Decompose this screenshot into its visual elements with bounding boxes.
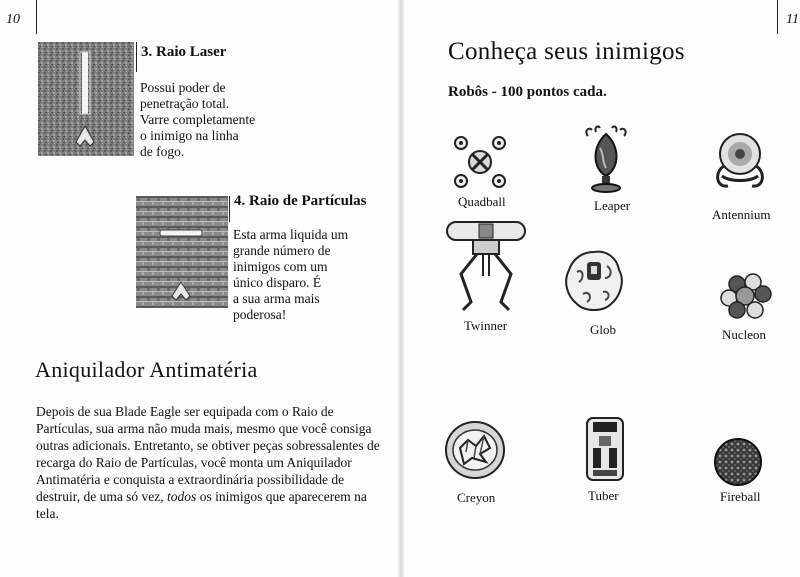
emphasis: todos <box>167 489 197 504</box>
page-gutter <box>398 0 404 577</box>
page-rule-right <box>777 0 778 34</box>
text-line: Possui poder de <box>140 80 226 95</box>
text-line: Antimatéria e conquista a extraordinária possibilidade de <box>36 472 345 487</box>
text-line: poderosa! <box>233 307 287 322</box>
enemy-name: Creyon <box>457 490 496 505</box>
leaper-icon <box>578 124 634 201</box>
text-line: outras adicionais. Entretanto, se obtiver peças sobressalentes de <box>36 438 380 453</box>
text-line: inimigos com um <box>233 259 328 274</box>
weapon-heading-particle: 4. Raio de Partículas <box>234 193 367 209</box>
enemy-name: Glob <box>590 322 616 337</box>
page-number-left: 10 <box>6 12 20 27</box>
section-heading: Aniquilador Antimatéria <box>35 357 258 382</box>
page-number-right: 11 <box>786 12 799 27</box>
text-line: grande número de <box>233 243 331 258</box>
text-line: destruir, de uma só vez, todos os inimigos que aparecerem na <box>36 489 367 504</box>
weapon-rule-particle <box>229 196 230 222</box>
text-line: único disparo. É <box>233 275 322 290</box>
text-line: Depois de sua Blade Eagle ser equipada com o Raio de <box>36 404 334 419</box>
text-line: Esta arma liquida um <box>233 227 349 242</box>
enemy-name: Nucleon <box>722 327 767 342</box>
text-line: penetração total. <box>140 96 230 111</box>
antennium-icon <box>710 128 770 205</box>
enemy-name: Leaper <box>594 198 631 213</box>
fireball-icon <box>712 436 764 493</box>
text-line: a sua arma mais <box>233 291 320 306</box>
enemy-name: Antennium <box>712 207 771 222</box>
tuber-icon <box>583 414 627 489</box>
laser-screenshot <box>38 42 134 156</box>
text-line: Partículas, sua arma não muda mais, mesmo que você consiga <box>36 421 372 436</box>
creyon-icon <box>442 418 508 487</box>
text-line: Varre completamente <box>140 112 256 127</box>
page-subtitle: Robôs - 100 pontos cada. <box>448 84 607 100</box>
glob-icon <box>563 248 625 319</box>
section-body <box>36 403 391 522</box>
nucleon-icon <box>719 270 773 327</box>
weapon-heading-laser: 3. Raio Laser <box>141 44 227 60</box>
text-line: de fogo. <box>140 144 185 159</box>
page-rule-left <box>36 0 37 34</box>
enemy-name: Twinner <box>464 318 508 333</box>
weapon-text-particle <box>233 227 373 323</box>
enemy-name: Fireball <box>720 489 761 504</box>
twinner-icon <box>443 218 529 319</box>
weapon-rule-laser <box>136 42 137 72</box>
enemy-name: Quadball <box>458 194 506 209</box>
weapon-text-laser <box>140 80 270 160</box>
quadball-icon <box>452 134 508 195</box>
text-line: recarga do Raio de Partículas, você monta um Aniquilador <box>36 455 352 470</box>
enemy-name: Tuber <box>588 488 619 503</box>
page-title: Conheça seus inimigos <box>448 38 685 65</box>
particle-screenshot <box>136 196 228 308</box>
text-line: tela. <box>36 506 59 521</box>
text-line: o inimigo na linha <box>140 128 239 143</box>
